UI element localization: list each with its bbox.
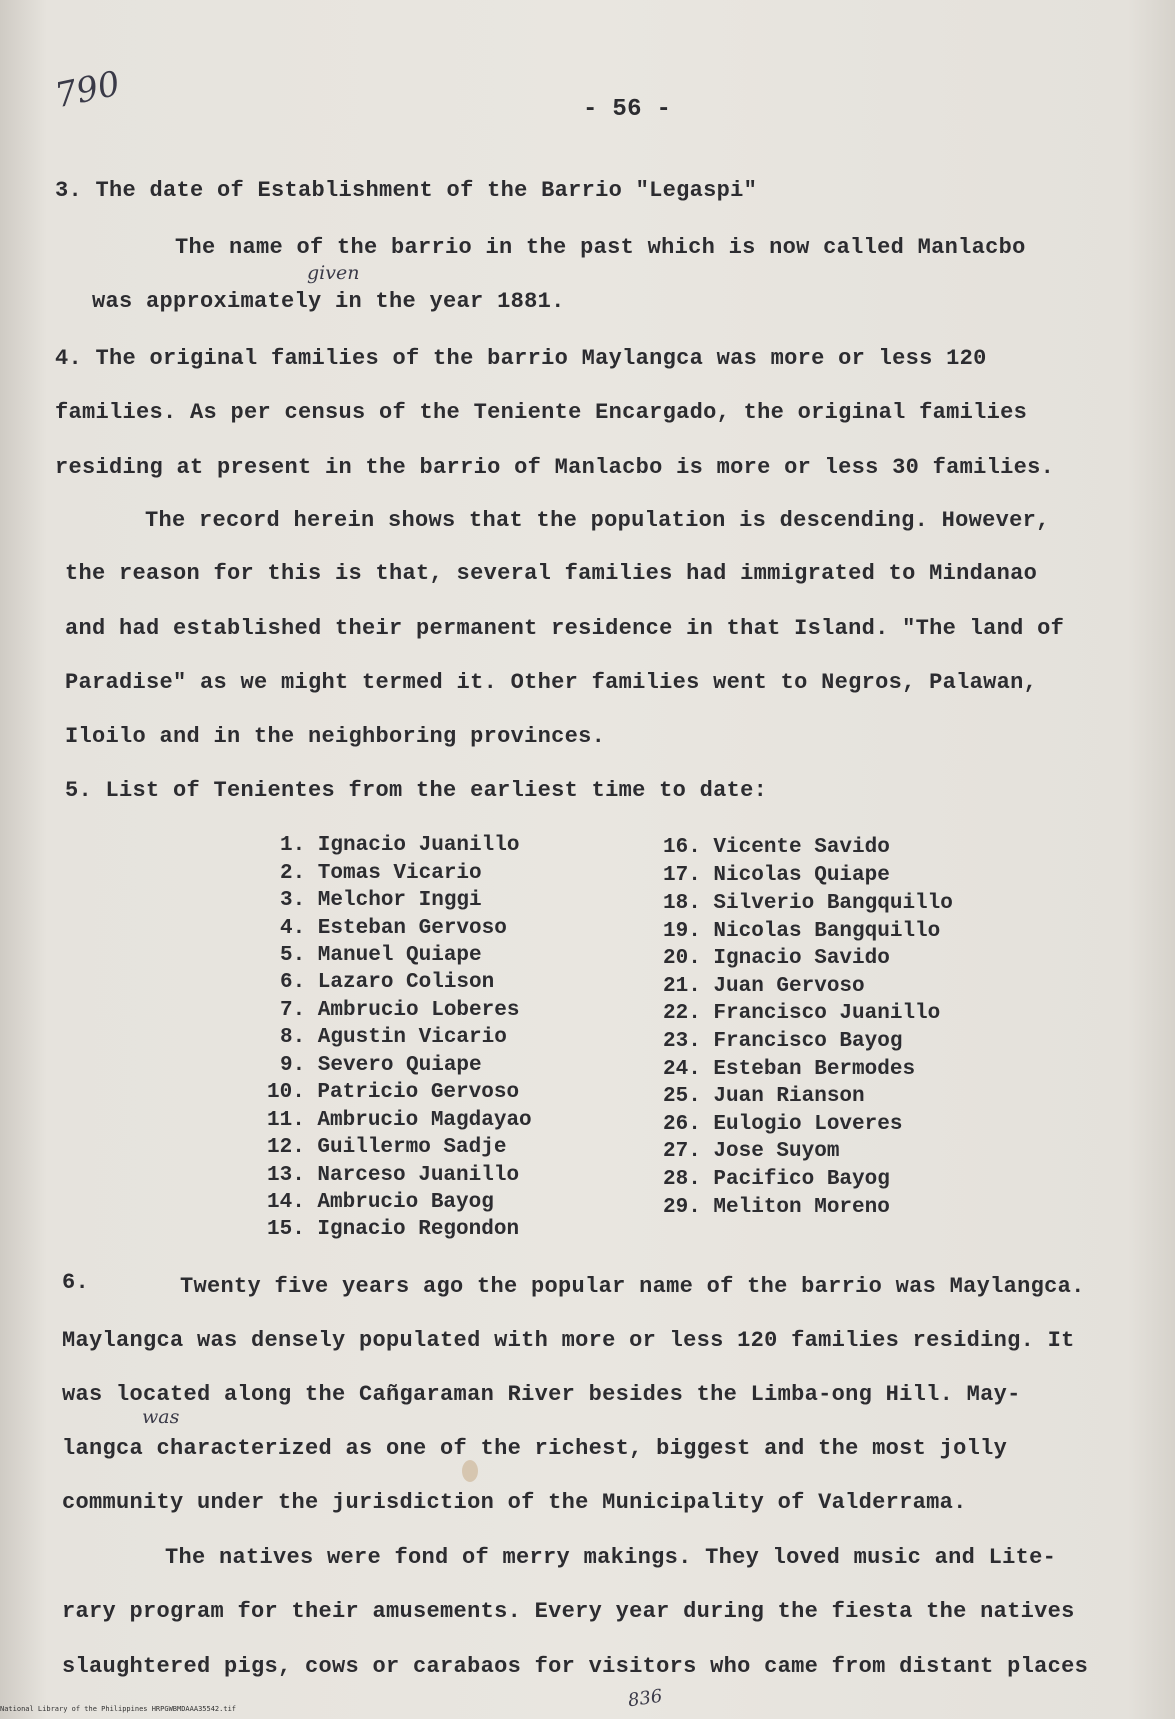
section-4-line: residing at present in the barrio of Manlacbo is more or less 30 families.: [55, 455, 1055, 480]
teniente-right: 28. Pacifico Bayog: [663, 1168, 890, 1191]
section-6-line: Twenty five years ago the popular name of the barrio was Maylangca.: [180, 1274, 1085, 1299]
section-4-line: Paradise" as we might termed it. Other families went to Negros, Palawan,: [65, 670, 1038, 695]
section-6-line: The natives were fond of merry makings. They loved music and Lite-: [165, 1545, 1057, 1570]
teniente-right: 24. Esteban Bermodes: [663, 1058, 916, 1081]
teniente-left: 5. Manuel Quiape: [280, 944, 482, 967]
teniente-left: 2. Tomas Vicario: [280, 862, 482, 885]
teniente-left: 14. Ambrucio Bayog: [267, 1191, 494, 1214]
handwritten-insert-given: given: [307, 262, 360, 284]
section-4-line: The record herein shows that the population is descending. However,: [145, 508, 1050, 533]
teniente-left: 3. Melchor Inggi: [280, 889, 482, 912]
teniente-left: 7. Ambrucio Loberes: [280, 999, 520, 1022]
teniente-right: 22. Francisco Juanillo: [663, 1002, 941, 1025]
teniente-left: 15. Ignacio Regondon: [267, 1218, 520, 1241]
section-6-line: rary program for their amusements. Every year during the fiesta the natives: [62, 1599, 1075, 1624]
teniente-right: 19. Nicolas Bangquillo: [663, 920, 941, 943]
teniente-right: 16. Vicente Savido: [663, 836, 890, 859]
teniente-left: 8. Agustin Vicario: [280, 1026, 507, 1049]
section-4-line: families. As per census of the Teniente Encargado, the original families: [55, 400, 1028, 425]
section-3-heading: 3. The date of Establishment of the Barrio "Legaspi": [55, 178, 758, 203]
teniente-right: 17. Nicolas Quiape: [663, 864, 890, 887]
section-6-line: langca characterized as one of the richest, biggest and the most jolly: [62, 1436, 1008, 1461]
handwritten-page-number: 790: [51, 63, 124, 117]
section-3-line-1: The name of the barrio in the past which is now called Manlacbo: [175, 235, 1026, 260]
teniente-right: 20. Ignacio Savido: [663, 947, 890, 970]
teniente-left: 9. Severo Quiape: [280, 1054, 482, 1077]
teniente-right: 29. Meliton Moreno: [663, 1196, 890, 1219]
teniente-right: 18. Silverio Bangquillo: [663, 892, 953, 915]
handwritten-insert-was: was: [142, 1406, 180, 1428]
section-6-number: 6.: [62, 1270, 90, 1295]
section-3-line-2: was approximately in the year 1881.: [92, 289, 565, 314]
section-4-line: and had established their permanent residence in that Island. "The land of: [65, 616, 1065, 641]
teniente-right: 21. Juan Gervoso: [663, 975, 865, 998]
teniente-left: 1. Ignacio Juanillo: [280, 834, 520, 857]
teniente-right: 27. Jose Suyom: [663, 1140, 840, 1163]
teniente-left: 6. Lazaro Colison: [280, 971, 495, 994]
section-4-line: Iloilo and in the neighboring provinces.: [65, 724, 606, 749]
teniente-left: 11. Ambrucio Magdayao: [267, 1109, 532, 1132]
section-6-line: slaughtered pigs, cows or carabaos for visitors who came from distant places: [62, 1654, 1089, 1679]
teniente-left: 12. Guillermo Sadje: [267, 1136, 507, 1159]
teniente-right: 25. Juan Rianson: [663, 1085, 865, 1108]
paper-stain: [462, 1460, 478, 1482]
bottom-stamp-number: 836: [626, 1685, 664, 1712]
section-6-line: Maylangca was densely populated with more or less 120 families residing. It: [62, 1328, 1075, 1353]
section-6-line: community under the jurisdiction of the Municipality of Valderrama.: [62, 1490, 967, 1515]
teniente-right: 23. Francisco Bayog: [663, 1030, 903, 1053]
section-4-line: the reason for this is that, several families had immigrated to Mindanao: [65, 561, 1038, 586]
teniente-left: 10. Patricio Gervoso: [267, 1081, 520, 1104]
teniente-right: 26. Eulogio Loveres: [663, 1113, 903, 1136]
page-number: - 56 -: [583, 96, 672, 123]
archive-footer: National Library of the Philippines HRPGWBMDAAA35542.tif: [0, 1705, 237, 1713]
section-4-line: 4. The original families of the barrio Maylangca was more or less 120: [55, 346, 987, 371]
teniente-left: 13. Narceso Juanillo: [267, 1164, 520, 1187]
section-5-heading: 5. List of Tenientes from the earliest time to date:: [65, 778, 768, 803]
teniente-left: 4. Esteban Gervoso: [280, 917, 507, 940]
section-6-line: was located along the Cañgaraman River besides the Limba-ong Hill. May-: [62, 1382, 1021, 1407]
